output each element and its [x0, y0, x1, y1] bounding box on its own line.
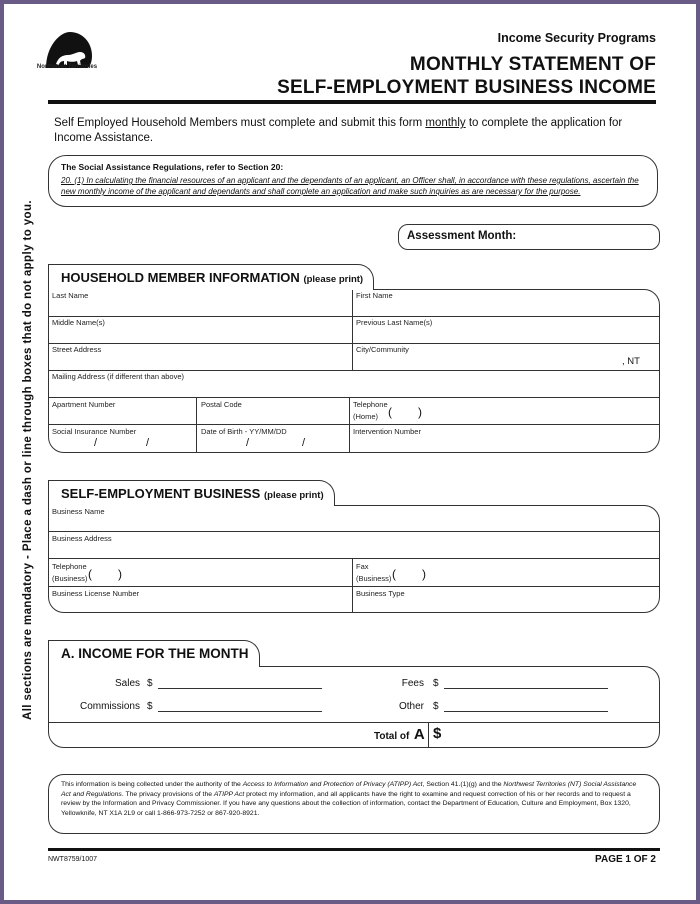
total-currency: $: [433, 725, 442, 742]
privacy-text: This information is being collected under the authority of the: [61, 781, 243, 788]
sin-label: Social Insurance Number: [52, 427, 137, 436]
form-code: NWT8759/1007: [48, 856, 98, 863]
intro-text-start: Self Employed Household Members must complete and submit this form: [54, 117, 426, 129]
column-divider: [349, 397, 350, 453]
total-row-divider: [48, 722, 660, 723]
first-name-label: First Name: [356, 291, 393, 300]
last-name-field[interactable]: [52, 291, 348, 315]
first-name-field[interactable]: [356, 291, 656, 315]
intro-emphasis: monthly: [425, 117, 466, 129]
other-input-line[interactable]: [444, 711, 608, 712]
middle-names-label: Middle Name(s): [52, 318, 105, 327]
apartment-number-label: Apartment Number: [52, 400, 116, 409]
business-type-field[interactable]: [356, 589, 656, 611]
fees-currency: $: [433, 678, 439, 689]
business-fax-note: (Business): [356, 574, 392, 583]
sales-input-line[interactable]: [158, 688, 322, 689]
business-fax-field[interactable]: [356, 562, 656, 584]
nt-suffix: , NT: [622, 356, 640, 367]
fees-label: Fees: [401, 678, 424, 689]
mailing-address-label: Mailing Address (if different than above): [52, 372, 185, 381]
city-field[interactable]: [356, 345, 656, 369]
logo-text: Northwest Territories: [36, 64, 98, 70]
business-telephone-field[interactable]: [52, 562, 348, 584]
sin-separator: /: [94, 437, 98, 449]
form-page: [4, 4, 696, 900]
intro-text: [54, 116, 654, 146]
date-of-birth-label: Date of Birth - YY/MM/DD: [201, 427, 287, 436]
commissions-currency: $: [147, 701, 153, 712]
apartment-number-field[interactable]: [52, 400, 192, 422]
footer-rule: [48, 848, 660, 851]
regulations-title: The Social Assistance Regulations, refer to Section 20:: [61, 162, 284, 172]
privacy-act-name: Access to Information and Protection of Privacy (ATIPP) Act: [242, 781, 423, 788]
previous-last-names-label: Previous Last Name(s): [356, 318, 433, 327]
postal-code-field[interactable]: [201, 400, 345, 422]
commissions-label: Commissions: [79, 701, 140, 712]
telephone-home-label: (Home): [353, 412, 379, 421]
dob-separator: /: [302, 437, 306, 449]
row-divider: [48, 316, 660, 317]
sin-separator: /: [146, 437, 150, 449]
sin-field[interactable]: [52, 427, 192, 451]
row-divider: [48, 370, 660, 371]
privacy-text: protect my information, and all applicants have the right to examine and request correction of his or her records and to request a review by the Information and Privacy Commissioner. If you have any questions about the collection of information, contact the Department of Education, Culture and Employment, Box 1320, Yellowknife, NT X1A 2L9 or call 1-866-973-7252 or 867-920-8921.: [61, 790, 631, 817]
privacy-notice: [48, 774, 660, 834]
column-divider: [352, 558, 353, 613]
intervention-number-field[interactable]: [353, 427, 653, 451]
previous-last-names-field[interactable]: [356, 318, 656, 342]
business-section-note: (please print): [263, 490, 324, 501]
business-telephone-note: (Business): [52, 574, 88, 583]
sales-label: Sales: [114, 678, 140, 689]
area-code-open-paren: (: [88, 567, 92, 581]
form-title-line-2: SELF-EMPLOYMENT BUSINESS INCOME: [277, 77, 656, 98]
area-code-close-paren: ): [422, 567, 426, 581]
mailing-address-field[interactable]: [52, 372, 656, 396]
home-telephone-field[interactable]: [353, 400, 653, 422]
sales-currency: $: [147, 678, 153, 689]
business-name-field[interactable]: [52, 507, 656, 529]
total-label: Total of: [374, 731, 410, 742]
city-label: City/Community: [356, 345, 409, 354]
privacy-act-name: Northwest Territories (NT) Social Assistance Act and Regulations: [61, 781, 637, 798]
dob-separator: /: [246, 437, 250, 449]
business-address-field[interactable]: [52, 534, 656, 556]
area-code-close-paren: ): [118, 567, 122, 581]
assessment-month-label: Assessment Month:: [407, 230, 517, 242]
row-divider: [48, 343, 660, 344]
total-income-field[interactable]: [450, 724, 656, 746]
household-section-title: HOUSEHOLD MEMBER INFORMATION: [61, 270, 300, 285]
intro-text-end: to complete the application for Income Assistance.: [54, 117, 623, 144]
business-section-tab: [48, 480, 335, 506]
area-code-open-paren: (: [392, 567, 396, 581]
area-code-close-paren: ): [418, 405, 422, 419]
street-address-label: Street Address: [52, 345, 102, 354]
business-section-title: SELF-EMPLOYMENT BUSINESS: [61, 486, 261, 501]
row-divider: [48, 586, 660, 587]
side-mandatory-notice: All sections are mandatory - Place a dash or line through boxes that do not apply to you.: [22, 200, 34, 720]
street-address-field[interactable]: [52, 345, 348, 369]
column-divider: [352, 289, 353, 370]
business-address-label: Business Address: [52, 534, 112, 543]
income-section-title: A. INCOME FOR THE MONTH: [61, 646, 249, 661]
total-of-a-label: [374, 726, 425, 744]
business-fax-label: Fax: [356, 562, 369, 571]
business-telephone-label: Telephone: [52, 562, 87, 571]
privacy-text: . The privacy provisions of the: [121, 790, 214, 798]
row-divider: [48, 397, 660, 398]
form-title-line-1: MONTHLY STATEMENT OF: [409, 54, 656, 75]
area-code-open-paren: (: [388, 405, 392, 419]
household-section-tab: [48, 264, 374, 290]
postal-code-label: Postal Code: [201, 400, 242, 409]
assessment-month-field[interactable]: [398, 224, 660, 250]
business-name-label: Business Name: [52, 507, 105, 516]
household-section-note: (please print): [303, 274, 364, 285]
row-divider: [48, 531, 660, 532]
privacy-text: , Section 41.(1)(g) and the: [422, 781, 504, 788]
telephone-label: Telephone: [353, 400, 388, 409]
header-rule: [48, 100, 656, 104]
other-currency: $: [433, 701, 439, 712]
business-license-label: Business License Number: [52, 589, 140, 598]
business-license-field[interactable]: [52, 589, 348, 611]
date-of-birth-field[interactable]: [201, 427, 345, 451]
program-name: Income Security Programs: [497, 31, 656, 45]
page-number: PAGE 1 OF 2: [595, 854, 656, 865]
row-divider: [48, 558, 660, 559]
row-divider: [48, 424, 660, 425]
commissions-input-line[interactable]: [158, 711, 322, 712]
regulations-body: 20. (1) In calculating the financial resources of an applicant and the dependants of an applicant, an Officer shall, in accordance with these regulations, ascertain the new monthly income of the applicant and dependants and shall complete an application and make such inquiries as are necessary for the purpose.: [61, 176, 639, 196]
privacy-act-name: ATIPP Act: [213, 790, 245, 798]
fees-input-line[interactable]: [444, 688, 608, 689]
total-divider: [428, 722, 429, 748]
middle-names-field[interactable]: [52, 318, 348, 342]
other-label: Other: [398, 701, 424, 712]
column-divider: [196, 397, 197, 453]
regulations-box: [48, 155, 658, 207]
total-letter: A: [413, 726, 425, 743]
business-type-label: Business Type: [356, 589, 405, 598]
income-section-tab: [48, 640, 260, 667]
last-name-label: Last Name: [52, 291, 89, 300]
intervention-number-label: Intervention Number: [353, 427, 421, 436]
